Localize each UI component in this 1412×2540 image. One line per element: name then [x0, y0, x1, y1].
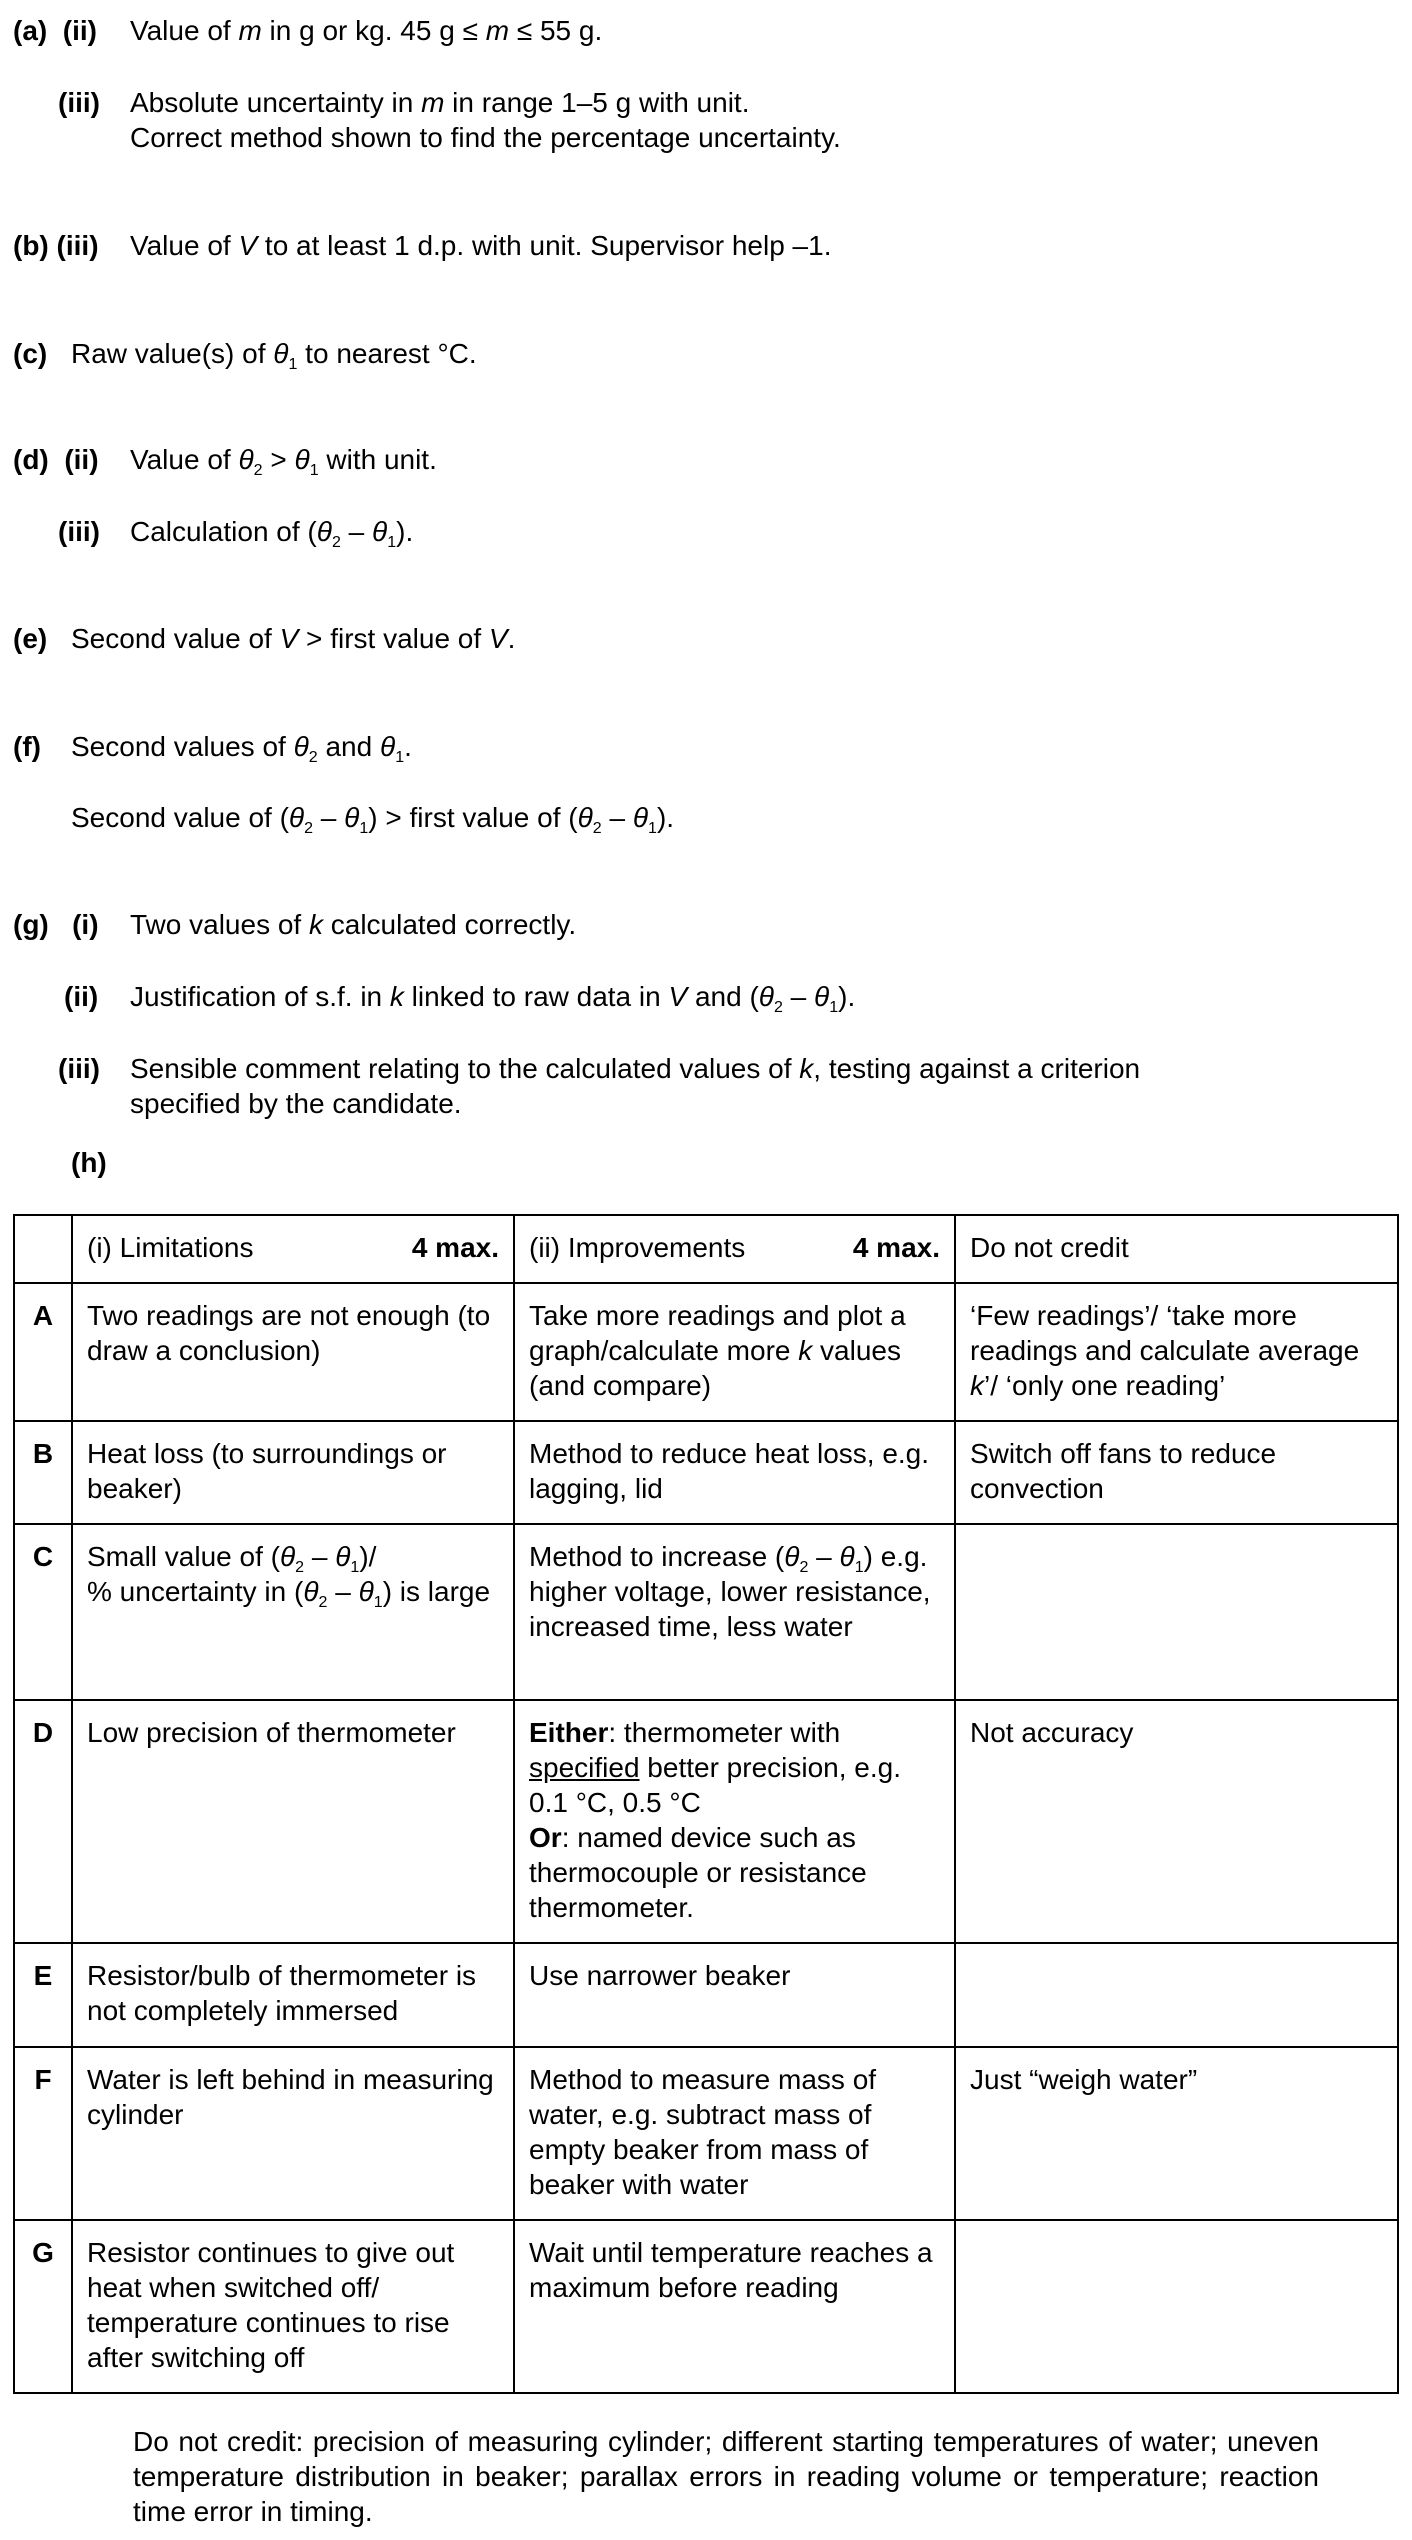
item-g-iii-text-1: Sensible comment relating to the calculated values of k, testing against a criterion [130, 1053, 1141, 1084]
do-not-credit-cell [955, 1524, 1398, 1700]
header-improvements-label: (ii) Improvements [529, 1232, 746, 1263]
improvement-cell: Method to increase $(\theta_2 - \theta_1)$ e.g. higher voltage, lower resistance, increased time, less water [514, 1524, 955, 1700]
limitation-cell: Resistor/bulb of thermometer is not completely immersed [72, 1943, 514, 2047]
do-not-credit-cell [955, 1943, 1398, 2047]
subpart-label: (iii) [58, 1053, 100, 1084]
table-header-row [14, 1215, 1398, 1283]
table-row [14, 2220, 1398, 2393]
row-key: D [14, 1700, 72, 1943]
do-not-credit-cell: ‘Few readings’/ ‘take more readings and calculate average k’/ ‘only one reading’ [955, 1283, 1398, 1421]
part-label: (g) [13, 909, 49, 940]
item-a-iii-text-2: Correct method shown to find the percentage uncertainty. [130, 122, 841, 153]
improvement-cell: Take more readings and plot a graph/calculate more k values (and compare) [514, 1283, 955, 1421]
part-label: (c) [13, 338, 48, 369]
table-row [14, 1943, 1398, 2047]
part-label: (e) [13, 623, 48, 654]
row-key: C [14, 1524, 72, 1700]
do-not-credit-cell: Not accuracy [955, 1700, 1398, 1943]
subpart-label: (iii) [58, 516, 100, 547]
subpart-label: (iii) [58, 87, 100, 118]
improvement-cell [514, 1700, 955, 1943]
limitation-cell: Low precision of thermometer [72, 1700, 514, 1943]
header-limitations-max: 4 max. [411, 1232, 499, 1263]
subpart-label: (ii) [62, 15, 98, 46]
row-key: A [14, 1283, 72, 1421]
part-label: (d) [13, 444, 49, 475]
or-text: : named device such as thermocouple or resistance thermometer. [529, 1822, 867, 1923]
item-a-ii-text: Value of m in g or kg. 45 g ≤ m ≤ 55 g. [130, 15, 603, 46]
table-row [14, 1700, 1398, 1943]
subpart-label: (ii) [64, 981, 99, 1012]
either-label: Either [529, 1717, 609, 1748]
either-text-2: better precision, e.g. 0.1 °C, 0.5 °C [529, 1752, 901, 1818]
item-e-text: Second value of V > first value of V. [71, 623, 516, 654]
row-key: B [14, 1421, 72, 1524]
part-label: (f) [13, 731, 41, 762]
do-not-credit-cell: Just “weigh water” [955, 2047, 1398, 2220]
item-g-ii-text: Justification of s.f. in k linked to raw data in V and $(\theta_2 - \theta_1)$. [130, 981, 856, 1016]
footer-do-not-credit: Do not credit: precision of measuring cylinder; different starting temperatures of water; uneven temperature distribution in beaker; parallax errors in reading volume or temperature; reaction time error in timing. [133, 2426, 1319, 2527]
subpart-label: (ii) [64, 444, 99, 475]
item-d-ii-text: Value of $\theta_2 > \theta_1$ with unit. [130, 444, 437, 479]
header-improvements [514, 1215, 955, 1283]
limitation-cell: Small value of $(\theta_2 - \theta_1)/$ % uncertainty in $(\theta_2 - \theta_1)$ is large [72, 1524, 514, 1700]
item-f-text-1: Second values of $\theta_2$ and $\theta_1$. [71, 731, 412, 766]
limitation-cell: Resistor continues to give out heat when switched off/ temperature continues to rise after switching off [72, 2220, 514, 2393]
item-g-iii-text-2: specified by the candidate. [130, 1088, 462, 1119]
improvement-cell: Method to reduce heat loss, e.g. lagging, lid [514, 1421, 955, 1524]
improvement-cell: Use narrower beaker [514, 1943, 955, 2047]
table-row [14, 1421, 1398, 1524]
do-not-credit-cell: Switch off fans to reduce convection [955, 1421, 1398, 1524]
table-row [14, 1283, 1398, 1421]
row-key: E [14, 1943, 72, 2047]
item-c-text: Raw value(s) of $\theta_1$ to nearest °C. [71, 338, 477, 373]
part-label: (h) [71, 1147, 107, 1178]
row-key: F [14, 2047, 72, 2220]
item-d-ii [13, 443, 99, 477]
header-limitations [72, 1215, 514, 1283]
item-f-text-2: Second value of $(\theta_2 - \theta_1)$ > first value of $(\theta_2 - \theta_1)$. [71, 802, 675, 837]
do-not-credit-cell [955, 2220, 1398, 2393]
or-label: Or [529, 1822, 562, 1853]
mark-scheme-table [13, 1214, 1399, 2394]
table-row [14, 1524, 1398, 1700]
item-d-iii-text: Calculation of $(\theta_2 - \theta_1)$. [130, 516, 414, 551]
item-b-iii [13, 229, 99, 263]
header-improvements-max: 4 max. [852, 1232, 940, 1263]
table-row [14, 2047, 1398, 2220]
item-a-iii-text-1: Absolute uncertainty in m in range 1–5 g with unit. [130, 87, 750, 118]
item-g-i-text: Two values of k calculated correctly. [130, 909, 577, 940]
item-b-text: Value of V to at least 1 d.p. with unit. Supervisor help –1. [130, 230, 832, 261]
row-key: G [14, 2220, 72, 2393]
limitation-cell: Heat loss (to surroundings or beaker) [72, 1421, 514, 1524]
item-a-ii [13, 14, 97, 48]
specified-word: specified [529, 1752, 640, 1783]
improvement-cell: Method to measure mass of water, e.g. subtract mass of empty beaker from mass of beaker with water [514, 2047, 955, 2220]
subpart-label: (iii) [56, 230, 99, 261]
header-limitations-label: (i) Limitations [87, 1232, 254, 1263]
either-text-1: : thermometer with [608, 1717, 841, 1748]
improvement-cell: Wait until temperature reaches a maximum before reading [514, 2220, 955, 2393]
header-key-cell [14, 1215, 72, 1283]
limitation-cell: Water is left behind in measuring cylinder [72, 2047, 514, 2220]
part-label: (b) [13, 230, 49, 261]
limitation-cell: Two readings are not enough (to draw a conclusion) [72, 1283, 514, 1421]
subpart-label: (i) [72, 909, 99, 940]
part-label: (a) [13, 15, 48, 46]
header-do-not-credit: Do not credit [955, 1215, 1398, 1283]
item-g-i [13, 908, 99, 942]
